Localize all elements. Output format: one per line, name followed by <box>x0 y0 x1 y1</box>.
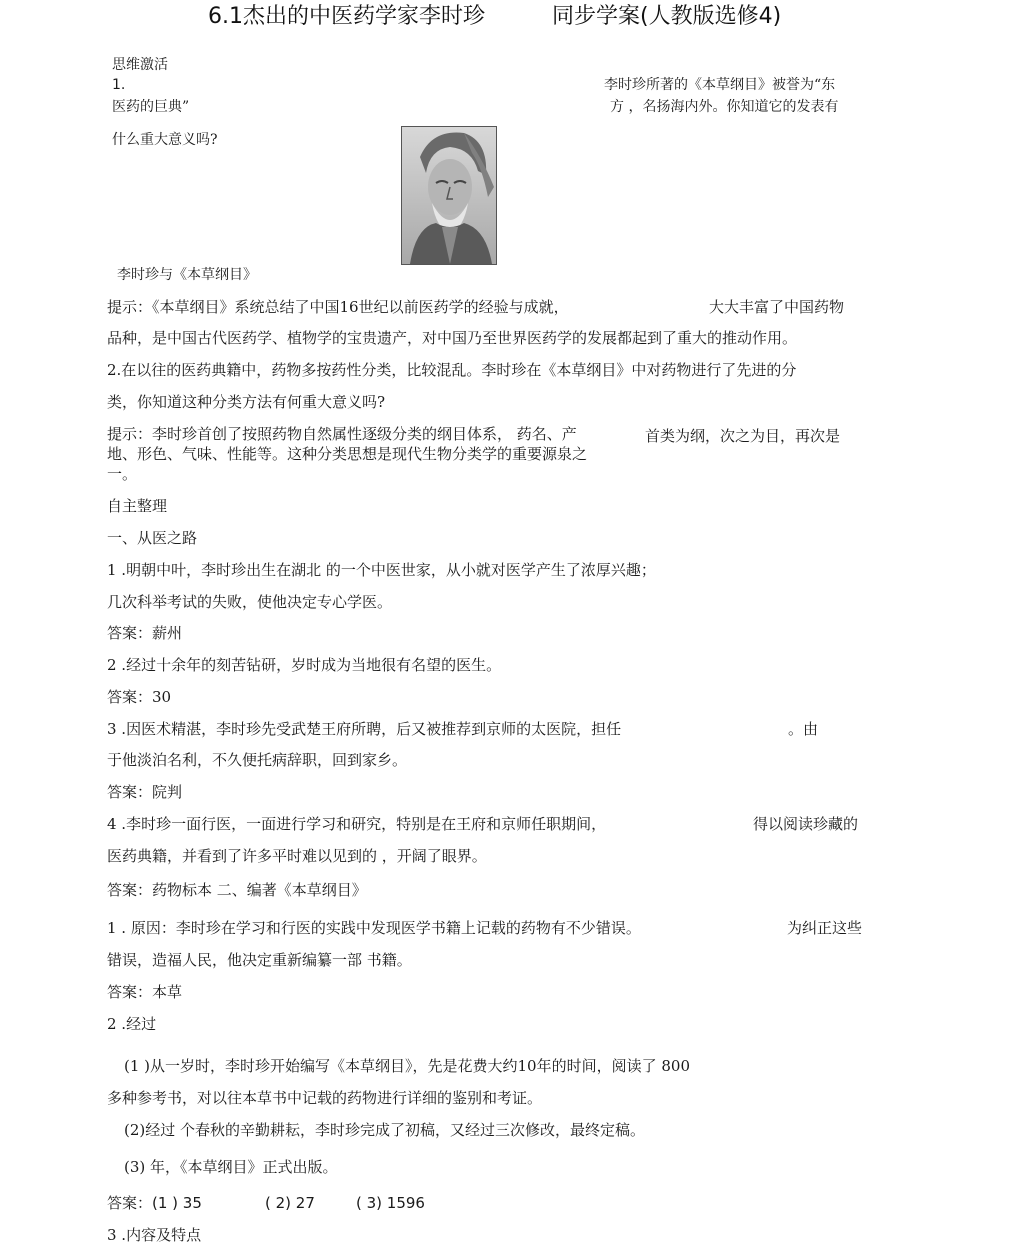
hint-2-line-1: 提示：李时珍首创了按照药物自然属性逐级分类的纲目体系， 药名、产 <box>107 425 577 443</box>
section-heading-self: 自主整理 <box>107 497 168 515</box>
compile-item-3: 3 .内容及特点 <box>107 1226 202 1244</box>
question-2-line-2: 类，你知道这种分类方法有何重大意义吗? <box>107 393 386 411</box>
item-3-line-2: 于他淡泊名利，不久便托病辞职，回到家乡。 <box>107 751 408 769</box>
hint-2-line-3: 一。 <box>107 465 138 483</box>
answer-6-part-2: ( 2) 27 <box>265 1194 315 1212</box>
answer-6-part-1: (1 ) 35 <box>152 1194 202 1212</box>
answer-4: 答案：药物标本 二、编著《本草纲目》 <box>107 881 367 899</box>
question-2-line-1: 2.在以往的医药典籍中，药物多按药性分类，比较混乱。李时珍在《本草纲目》中对药物进行了先进的分 <box>107 361 797 379</box>
compile-item-1-line-1: 1 . 原因：李时珍在学习和行医的实践中发现医学书籍上记载的药物有不少错误。 <box>107 919 641 937</box>
hint-2-line-2: 地、形色、气味、性能等。这种分类思想是现代生物分类学的重要源泉之 <box>107 445 588 463</box>
hint-2-line-1-right: 首类为纲，次之为目，再次是 <box>645 427 841 445</box>
question-1-text-line-3: 什么重大意义吗? <box>112 132 218 148</box>
section-heading-thinking: 思维激活 <box>112 57 168 73</box>
compile-item-2-sub-2: (2)经过 个春秋的辛勤耕耘，李时珍完成了初稿，又经过三次修改，最终定稿。 <box>124 1121 646 1139</box>
question-1-text-right: 李时珍所著的《本草纲目》被誉为“东 <box>604 77 836 93</box>
item-2: 2 .经过十余年的刻苦钻研，岁时成为当地很有名望的医生。 <box>107 656 502 674</box>
title-right: 同步学案(人教版选修4) <box>552 4 782 29</box>
hint-1-line-2: 品种，是中国古代医药学、植物学的宝贵遗产，对中国乃至世界医药学的发展都起到了重大的推动作用。 <box>107 329 798 347</box>
item-3-line-1: 3 .因医术精湛，李时珍先受武楚王府所聘，后又被推荐到京师的太医院，担任 <box>107 720 622 738</box>
item-4-line-1: 4 .李时珍一面行医，一面进行学习和研究，特别是在王府和京师任职期间， <box>107 815 607 833</box>
item-4-line-2: 医药典籍，并看到了许多平时难以见到的 ，开阔了眼界。 <box>107 847 487 865</box>
compile-item-1-line-1-right: 为纠正这些 <box>787 919 863 937</box>
answer-6-label: 答案： <box>107 1194 153 1212</box>
part-1-heading: 一、从医之路 <box>107 529 198 547</box>
compile-item-2-sub-3: (3) 年，《本草纲目》正式出版。 <box>124 1158 338 1176</box>
compile-item-2-sub-1-line-2: 多种参考书，对以往本草书中记载的药物进行详细的鉴别和考证。 <box>107 1089 543 1107</box>
hint-1-line-1: 提示：《本草纲目》系统总结了中国16世纪以前医药学的经验与成就， <box>107 298 569 316</box>
item-1-line-2: 几次科举考试的失败，使他决定专心学医。 <box>107 593 393 611</box>
answer-6-part-3: ( 3) 1596 <box>356 1194 425 1212</box>
item-4-line-1-right: 得以阅读珍藏的 <box>753 815 859 833</box>
portrait-caption: 李时珍与《本草纲目》 <box>117 267 257 283</box>
item-3-line-1-right: 。由 <box>788 720 819 738</box>
question-1-text-left: 医药的巨典” <box>112 99 190 115</box>
compile-item-1-line-2: 错误，造福人民，他决定重新编纂一部 书籍。 <box>107 951 412 969</box>
answer-5: 答案：本草 <box>107 983 183 1001</box>
title-left: 6.1杰出的中医药学家李时珍 <box>208 4 485 29</box>
item-1-line-1: 1 .明朝中叶，李时珍出生在湖北 的一个中医世家，从小就对医学产生了浓厚兴趣； <box>107 561 656 579</box>
compile-item-2-sub-1-line-1: (1 )从一岁时，李时珍开始编写《本草纲目》，先是花费大约10年的时间，阅读了 800 <box>124 1057 691 1075</box>
question-1-text-right-2: 方 ，名扬海内外。你知道它的发表有 <box>610 99 839 115</box>
portrait-image <box>401 126 497 265</box>
question-1-number: 1. <box>112 77 126 93</box>
hint-1-line-1-right: 大大丰富了中国药物 <box>709 298 845 316</box>
compile-item-2: 2 .经过 <box>107 1015 157 1033</box>
answer-3: 答案：院判 <box>107 783 183 801</box>
answer-2: 答案：30 <box>107 688 172 706</box>
answer-1: 答案：薪州 <box>107 624 183 642</box>
